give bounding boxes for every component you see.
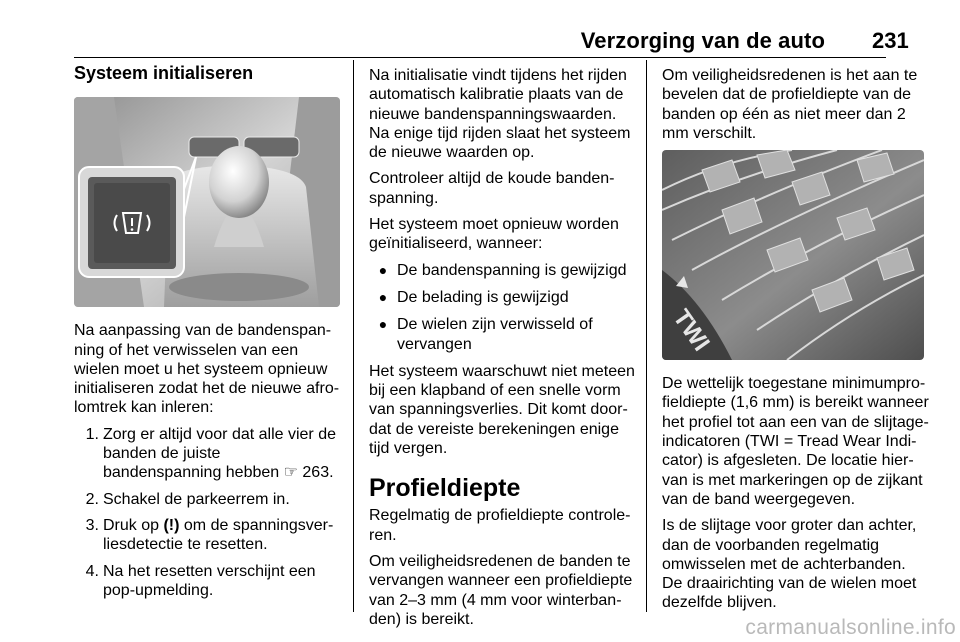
column-divider-right bbox=[646, 60, 647, 612]
step-number: 4. bbox=[85, 562, 99, 580]
column-divider-left bbox=[353, 60, 354, 612]
section-heading: Profieldiepte bbox=[369, 474, 521, 503]
step-text-pre: Druk op bbox=[103, 516, 164, 534]
bullet-text: De belading is gewijzigd bbox=[397, 288, 569, 306]
tire-twi-label: TWI bbox=[667, 304, 715, 357]
paragraph: Om veiligheidsredenen de banden te vervangen wanneer een profieldiepte van 2–3 mm (4 mm voor winterbanden) is bereikt. bbox=[369, 552, 633, 628]
paragraph: Om veiligheidsredenen is het aan te bevelen dat de profieldiepte van de banden op één as niet meer dan 2 mm verschilt. bbox=[662, 67, 918, 142]
step-number: 1. bbox=[85, 425, 99, 443]
page-number: 231 bbox=[872, 28, 909, 53]
console-tpms-button-illustration bbox=[74, 97, 340, 307]
step-text: Na het resetten verschijnt een pop-upmelding. bbox=[103, 562, 316, 599]
paragraph: Het systeem waarschuwt niet meteen bij een klapband of een snelle vorm van spanningsverlies. Dit komt doordat de vereiste berekeningen enige tijd vergen. bbox=[369, 362, 635, 458]
step-text-post: om de spanningsverliesdetectie te resetten. bbox=[103, 516, 334, 554]
step-number: 3. bbox=[85, 516, 99, 534]
list-item bbox=[369, 261, 637, 280]
list-item bbox=[369, 288, 637, 307]
bullet-list bbox=[369, 261, 637, 354]
steps-list bbox=[74, 425, 342, 600]
right-column bbox=[662, 66, 930, 620]
intro-paragraph: Na aanpassing van de bandenspanning of het verwisselen van een wielen moet u het systeem opnieuw initialiseren zodat het de nieuwe afrolomtrek kan inleren: bbox=[74, 322, 340, 417]
bullet-text: De bandenspanning is gewijzigd bbox=[397, 261, 627, 279]
bullet-icon: ● bbox=[378, 316, 388, 333]
tire-tread-wear-indicator-illustration bbox=[662, 150, 924, 360]
list-item bbox=[74, 425, 342, 483]
paragraph: De wettelijk toegestane minimumprofieldiepte (1,6 mm) is bereikt wanneer het profiel tot aan een van de slijtage-indicatoren (TWI = Tread Wear Indicator) is afgesleten. De locatie hiervan is met markeringen op de zijkant van de band weergegeven. bbox=[662, 375, 929, 508]
step-text bbox=[103, 516, 342, 555]
tpms-icon: (!) bbox=[163, 516, 180, 534]
middle-column bbox=[369, 66, 637, 636]
step-number: 2. bbox=[85, 490, 99, 508]
paragraph: Het systeem moet opnieuw worden geïnitialiseerd, wanneer: bbox=[369, 216, 619, 253]
left-column bbox=[74, 64, 342, 607]
paragraph: Is de slijtage voor groter dan achter, dan de voorbanden regelmatig omwisselen met de achterbanden. De draairichting van de wielen moet dezelfde blijven. bbox=[662, 517, 917, 612]
step-text: Zorg er altijd voor dat alle vier de banden de juiste bandenspanning hebben ☞ 263. bbox=[103, 425, 336, 482]
list-item bbox=[74, 516, 342, 555]
list-item bbox=[74, 490, 342, 509]
page-header-title: Verzorging van de auto bbox=[580, 28, 825, 53]
list-item bbox=[74, 562, 342, 601]
section-title: Systeem initialiseren bbox=[74, 63, 254, 83]
list-item bbox=[369, 315, 637, 354]
bullet-icon: ● bbox=[378, 261, 388, 278]
paragraph: Na initialisatie vindt tijdens het rijden automatisch kalibratie plaats van de nieuwe bandenspanningswaarden. Na enige tijd rijden slaat het systeem de nieuwe waarden op. bbox=[369, 67, 631, 162]
bullet-text: De wielen zijn verwisseld of vervangen bbox=[397, 316, 593, 353]
paragraph: Controleer altijd de koude bandenspanning. bbox=[369, 170, 615, 207]
bullet-icon: ● bbox=[378, 288, 388, 305]
watermark: carmanualsonline.info bbox=[745, 616, 956, 639]
step-text: Schakel de parkeerrem in. bbox=[103, 490, 290, 508]
paragraph: Regelmatig de profieldiepte controleren. bbox=[369, 507, 631, 544]
header-rule bbox=[74, 57, 886, 58]
